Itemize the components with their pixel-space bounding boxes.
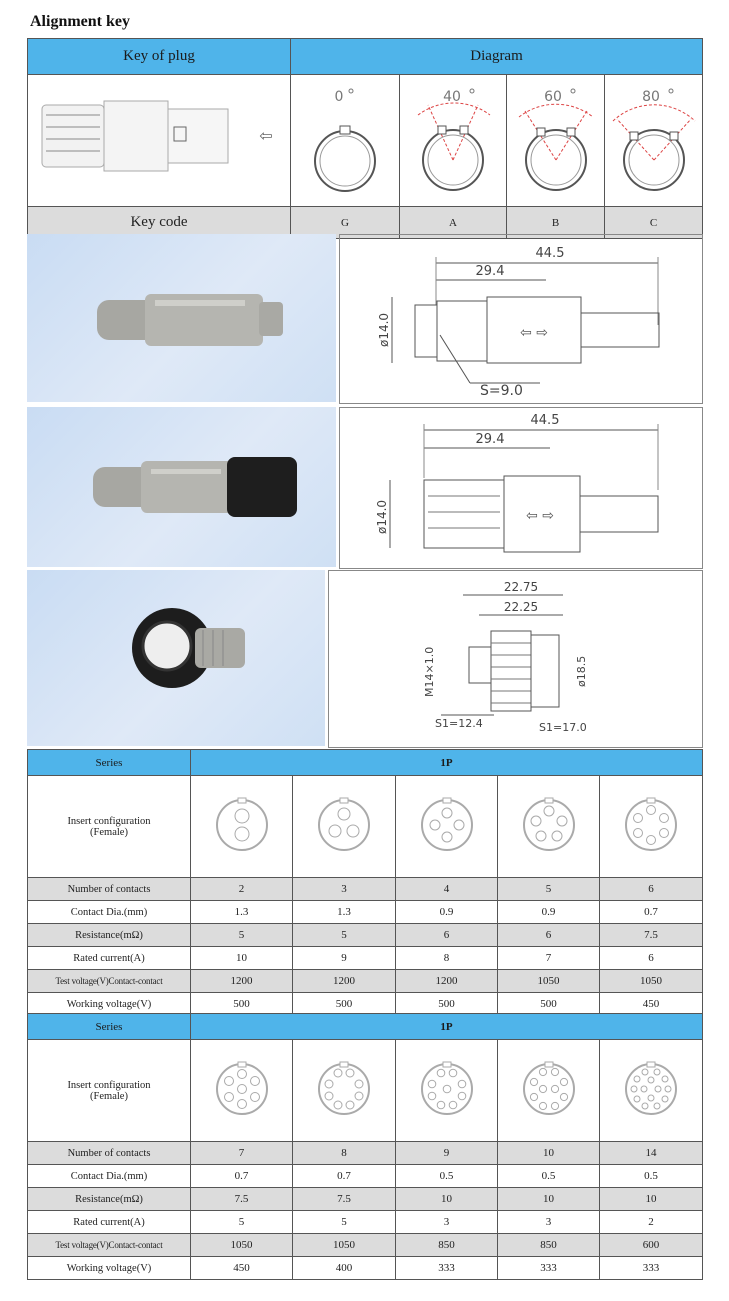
key-code-a: A <box>400 207 507 239</box>
drawing-receptacle <box>328 570 703 748</box>
cell: 5 <box>191 1211 293 1234</box>
alignment-key-table <box>27 38 703 239</box>
angle-label-g: 0 <box>334 89 344 105</box>
cell: 0.7 <box>191 1165 293 1188</box>
cell: 2 <box>191 878 293 901</box>
cell: 1200 <box>191 970 293 993</box>
dim-inner-3: 22.25 <box>503 600 539 614</box>
plug-side-view <box>28 75 291 207</box>
dim-overall: 44.5 <box>535 246 565 261</box>
cell: 1200 <box>396 970 498 993</box>
cell: 600 <box>600 1234 703 1257</box>
cell: 8 <box>293 1142 396 1165</box>
key-code-g: G <box>291 207 400 239</box>
key-code-b: B <box>507 207 605 239</box>
cell: 8 <box>396 947 498 970</box>
insert-5p <box>498 776 600 878</box>
cell: 3 <box>293 878 396 901</box>
cell: 5 <box>498 878 600 901</box>
insert-3p <box>293 776 396 878</box>
diagram-header: Diagram <box>291 39 703 75</box>
key-code-c: C <box>605 207 703 239</box>
cell: 9 <box>396 1142 498 1165</box>
svg-text:⇦ ⇨: ⇦ ⇨ <box>526 508 554 524</box>
dim-body: 29.4 <box>475 264 505 279</box>
row-label-resistance: Resistance(mΩ) <box>28 924 191 947</box>
insert-9p <box>396 1040 498 1142</box>
insert-10p <box>498 1040 600 1142</box>
cell: 500 <box>191 993 293 1016</box>
row-label-dia: Contact Dia.(mm) <box>28 1165 191 1188</box>
cell: 0.5 <box>600 1165 703 1188</box>
cell: 5 <box>293 1211 396 1234</box>
cell: 1200 <box>293 970 396 993</box>
cell: 500 <box>498 993 600 1016</box>
dim-overall-3: 22.75 <box>503 580 539 594</box>
direction-arrow-icon: ⇦ <box>259 126 273 145</box>
cell: 400 <box>293 1257 396 1280</box>
cell: 7.5 <box>191 1188 293 1211</box>
row-label-test-voltage: Test voltage(V)Contact-contact <box>28 970 191 993</box>
series-label: Series <box>28 1014 191 1040</box>
cell: 450 <box>600 993 703 1016</box>
cell: 1.3 <box>293 901 396 924</box>
drawing-straight-plug <box>339 234 703 404</box>
dim-s1a: S1=12.4 <box>435 717 483 730</box>
spec-table-1 <box>27 749 703 1016</box>
plug-drawing <box>28 75 291 201</box>
row-label-working-voltage: Working voltage(V) <box>28 1257 191 1280</box>
cell: 7 <box>191 1142 293 1165</box>
row-label-resistance: Resistance(mΩ) <box>28 1188 191 1211</box>
cell: 1050 <box>191 1234 293 1257</box>
cell: 6 <box>396 924 498 947</box>
cell: 0.7 <box>293 1165 396 1188</box>
cell: 850 <box>498 1234 600 1257</box>
spec-table-2 <box>27 1013 703 1280</box>
cell: 5 <box>191 924 293 947</box>
key-diagram-a <box>400 75 507 207</box>
dim-s1b: S1=17.0 <box>539 721 587 734</box>
angle-label-b: 60 <box>544 89 562 105</box>
cell: 1.3 <box>191 901 293 924</box>
dim-thread: M14×1.0 <box>423 646 436 697</box>
cell: 333 <box>498 1257 600 1280</box>
cell: 4 <box>396 878 498 901</box>
series-value: 1P <box>191 1014 703 1040</box>
row-label-test-voltage: Test voltage(V)Contact-contact <box>28 1234 191 1257</box>
insert-7p <box>191 1040 293 1142</box>
cell: 10 <box>396 1188 498 1211</box>
cell: 10 <box>600 1188 703 1211</box>
svg-text:⇦ ⇨: ⇦ ⇨ <box>520 325 548 341</box>
cell: 14 <box>600 1142 703 1165</box>
insert-4p <box>396 776 498 878</box>
dim-diameter-2: ø14.0 <box>375 499 389 534</box>
cell: 0.9 <box>498 901 600 924</box>
photo-cable-plug <box>27 407 336 567</box>
cell: 7.5 <box>293 1188 396 1211</box>
cell: 3 <box>396 1211 498 1234</box>
cell: 0.5 <box>498 1165 600 1188</box>
row-label-current: Rated current(A) <box>28 1211 191 1234</box>
angle-label-a: 40 <box>443 89 461 105</box>
dim-body-2: 29.4 <box>475 432 505 447</box>
cell: 450 <box>191 1257 293 1280</box>
cell: 10 <box>191 947 293 970</box>
cell: 0.7 <box>600 901 703 924</box>
cell: 9 <box>293 947 396 970</box>
cell: 500 <box>293 993 396 1016</box>
series-label: Series <box>28 750 191 776</box>
insert-config-label: Insert configuration (Female) <box>28 1040 191 1142</box>
dim-diameter-3: ø18.5 <box>575 655 588 687</box>
cell: 1050 <box>293 1234 396 1257</box>
cell: 6 <box>498 924 600 947</box>
cell: 333 <box>396 1257 498 1280</box>
cell: 2 <box>600 1211 703 1234</box>
insert-2p <box>191 776 293 878</box>
cell: 3 <box>498 1211 600 1234</box>
insert-14p <box>600 1040 703 1142</box>
insert-8p <box>293 1040 396 1142</box>
key-diagram-g <box>291 75 400 207</box>
cell: 0.5 <box>396 1165 498 1188</box>
row-label-dia: Contact Dia.(mm) <box>28 901 191 924</box>
insert-6p <box>600 776 703 878</box>
dim-overall-2: 44.5 <box>530 413 560 428</box>
cell: 500 <box>396 993 498 1016</box>
dim-s: S=9.0 <box>480 383 523 399</box>
row-label-working-voltage: Working voltage(V) <box>28 993 191 1016</box>
cell: 0.9 <box>396 901 498 924</box>
cell: 7.5 <box>600 924 703 947</box>
cell: 6 <box>600 878 703 901</box>
photo-straight-plug <box>27 234 336 402</box>
cell: 5 <box>293 924 396 947</box>
cell: 6 <box>600 947 703 970</box>
row-label-current: Rated current(A) <box>28 947 191 970</box>
key-code-label: Key code <box>28 207 291 239</box>
drawing-cable-plug <box>339 407 703 569</box>
dim-diameter: ø14.0 <box>377 312 391 347</box>
row-label-contacts: Number of contacts <box>28 1142 191 1165</box>
photo-receptacle <box>27 570 325 746</box>
cell: 1050 <box>498 970 600 993</box>
cell: 10 <box>498 1142 600 1165</box>
cell: 10 <box>498 1188 600 1211</box>
insert-config-label: Insert configuration (Female) <box>28 776 191 878</box>
cell: 850 <box>396 1234 498 1257</box>
key-diagram-b <box>507 75 605 207</box>
cell: 333 <box>600 1257 703 1280</box>
row-label-contacts: Number of contacts <box>28 878 191 901</box>
series-value: 1P <box>191 750 703 776</box>
key-of-plug-header: Key of plug <box>28 39 291 75</box>
page-title: Alignment key <box>30 13 130 30</box>
cell: 7 <box>498 947 600 970</box>
key-diagram-c <box>605 75 703 207</box>
angle-label-c: 80 <box>642 89 660 105</box>
cell: 1050 <box>600 970 703 993</box>
